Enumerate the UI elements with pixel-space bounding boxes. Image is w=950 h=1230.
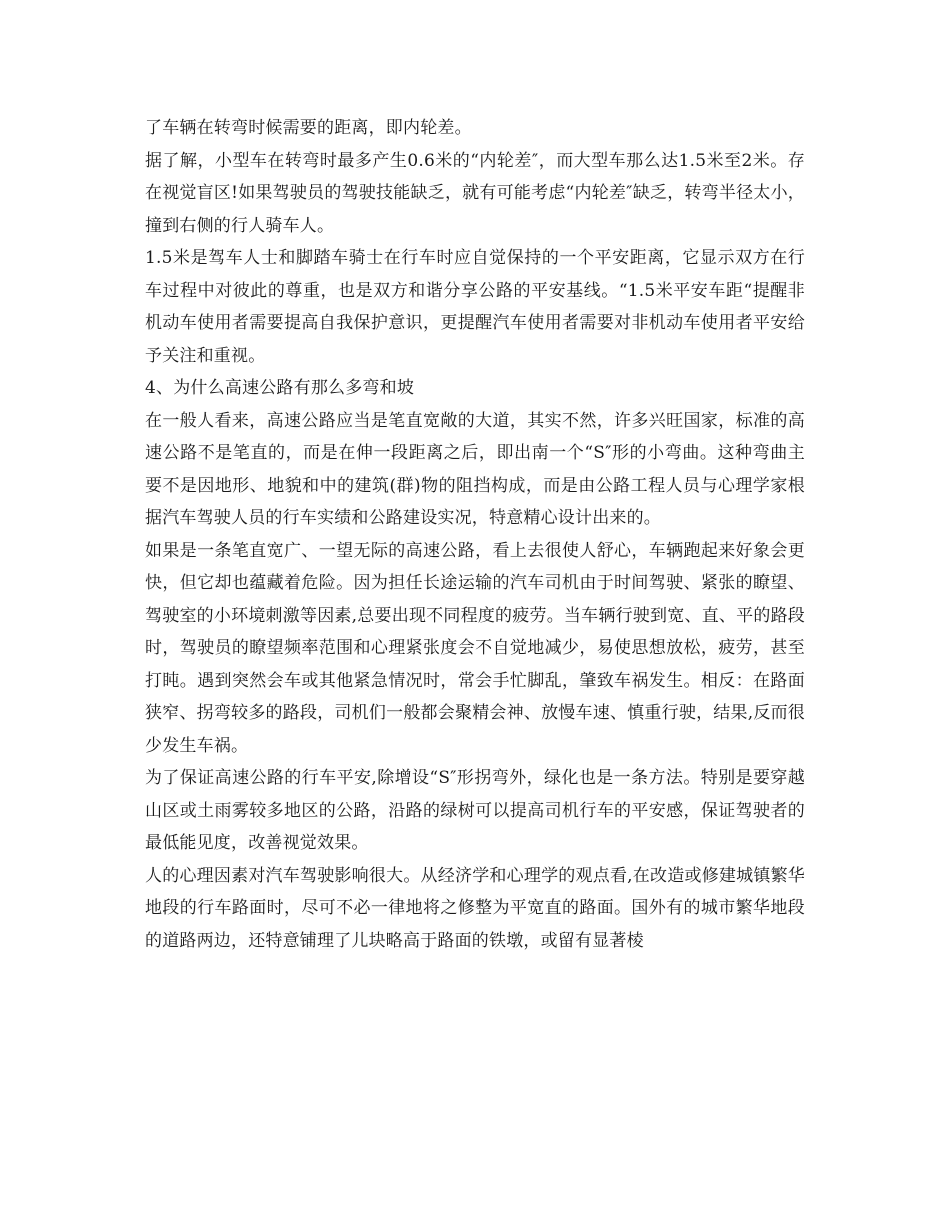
- paragraph-psychology: 人的心理因素对汽车驾驶影响很大。从经济学和心理学的观点看,在改造或修建城镇繁华地段的行车路面时，尽可不必一律地将之修整为平宽直的路面。国外有的城市繁华地段的道路两边，还特意铺理了儿块略高于路面的铁墩，或留有显著棱: [145, 865, 805, 951]
- paragraph-inner-wheel-difference: 据了解，小型车在转弯时最多产生0.6米的“内轮差″，而大型车那么达1.5米至2米。存在视觉盲区!如果驾驶员的驾驶技能缺乏，就有可能考虑“内轮差″缺乏，转弯半径太小，撞到右侧的行人骑车人。: [145, 150, 805, 236]
- paragraph-highway-design: 在一般人看来，高速公路应当是笔直宽敞的大道，其实不然，许多兴旺国家，标准的高速公路不是笔直的，而是在伸一段距离之后，即出南一个“S″形的小弯曲。这种弯曲主要不是因地形、地貌和中的建筑(群)物的阻挡构成，而是由公路工程人员与心理学家根据汽车驾驶人员的行车实绩和公路建设实况，特意精心设计出来的。: [145, 410, 805, 528]
- section-heading-highway-curves: 4、为什么高速公路有那么多弯和坡: [145, 378, 415, 398]
- paragraph-inner-wheel-distance-end: 了车辆在转弯时候需要的距离，即内轮差。: [145, 118, 472, 138]
- paragraph-straight-road-danger: 如果是一条笔直宽广、一望无际的高速公路，看上去很使人舒心，车辆跑起来好象会更快，但它却也蕴藏着危险。因为担任长途运输的汽车司机由于时间驾驶、紧张的瞭望、驾驶室的小环境刺激等因素,总要出现不同程度的疲劳。当车辆行驶到宽、直、平的路段时，驾驶员的瞭望频率范围和心理紧张度会不自觉地减少，易使思想放松，疲劳，甚至打盹。遇到突然会车或其他紧急情况时，常会手忙脚乱，肇致车祸发生。相反：在路面狭窄、拐弯较多的路段，司机们一般都会聚精会神、放慢车速、慎重行驶，结果,反而很少发生车祸。: [145, 540, 805, 756]
- paragraph-safe-distance: 1.5米是驾车人士和脚踏车骑士在行车时应自觉保持的一个平安距离，它显示双方在行车过程中对彼此的尊重，也是双方和谐分享公路的平安基线。“1.5米平安车距“提醒非机动车使用者需要提高自我保护意识，更提醒汽车使用者需要对非机动车使用者平安给予关注和重视。: [145, 248, 805, 366]
- document-body: [145, 112, 805, 957]
- paragraph-greening: 为了保证高速公路的行车平安,除增设“S″形拐弯外，绿化也是一条方法。特别是要穿越山区或土雨雾较多地区的公路，沿路的绿树可以提高司机行车的平安感，保证驾驶者的最低能见度，改善视觉效果。: [145, 768, 805, 853]
